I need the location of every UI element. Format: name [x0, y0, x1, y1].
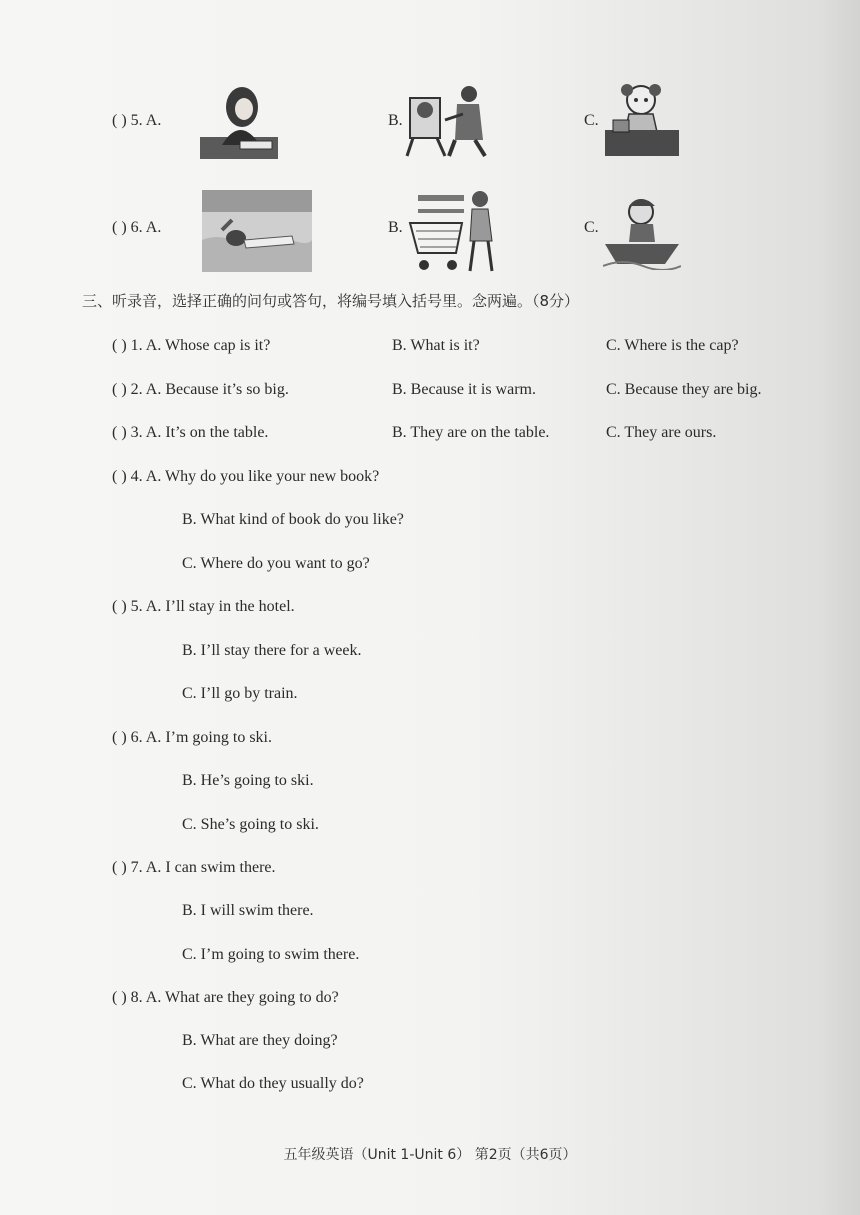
question-number: ( ) 5. A.	[112, 112, 162, 129]
option-b-label: B.	[388, 112, 403, 129]
painter-easel-icon	[405, 80, 490, 158]
question-8-option-b: B. What are they doing?	[182, 1032, 338, 1049]
question-1-option-b: B. What is it?	[392, 337, 480, 354]
question-2-option-c: C. Because they are big.	[606, 381, 762, 398]
page-footer: 五年级英语（Unit 1-Unit 6） 第2页（共6页）	[283, 1147, 577, 1163]
question-6-option-a: ( ) 6. A. I’m going to ski.	[112, 729, 272, 746]
question-8-option-a: ( ) 8. A. What are they going to do?	[112, 989, 339, 1006]
picture-question-6	[112, 219, 161, 237]
option-c-label: C.	[584, 219, 599, 236]
question-4-option-c: C. Where do you want to go?	[182, 555, 370, 572]
question-number: ( ) 6. A.	[112, 219, 162, 236]
question-3-option-b: B. They are on the table.	[392, 424, 550, 441]
question-5-option-a: ( ) 5. A. I’ll stay in the hotel.	[112, 598, 295, 615]
question-5-option-c: C. I’ll go by train.	[182, 685, 298, 702]
question-1-option-a: ( ) 1. A. Whose cap is it?	[112, 337, 271, 354]
shopping-cart-icon	[408, 187, 498, 275]
question-2-option-b: B. Because it is warm.	[392, 381, 536, 398]
section-three-title: 三、听录音，选择正确的问句或答句，将编号填入括号里。念两遍。（8分）	[82, 292, 580, 310]
option-c-label: C.	[584, 112, 599, 129]
option-b-label: B.	[388, 219, 403, 236]
question-6-option-c: C. She’s going to ski.	[182, 816, 319, 833]
girl-writing-icon	[200, 85, 278, 159]
question-2-option-a: ( ) 2. A. Because it’s so big.	[112, 381, 289, 398]
picture-question-5	[112, 112, 161, 130]
question-7-option-a: ( ) 7. A. I can swim there.	[112, 859, 276, 876]
girl-computer-icon	[603, 80, 681, 158]
swimmer-pool-icon	[202, 190, 312, 272]
question-1-option-c: C. Where is the cap?	[606, 337, 739, 354]
question-7-option-b: B. I will swim there.	[182, 902, 314, 919]
question-3-option-c: C. They are ours.	[606, 424, 717, 441]
boy-boat-icon	[603, 192, 681, 270]
question-3-option-a: ( ) 3. A. It’s on the table.	[112, 424, 269, 441]
question-6-option-b: B. He’s going to ski.	[182, 772, 314, 789]
question-4-option-a: ( ) 4. A. Why do you like your new book?	[112, 468, 380, 485]
question-8-option-c: C. What do they usually do?	[182, 1075, 364, 1092]
page-edge-shadow	[820, 0, 860, 1215]
question-7-option-c: C. I’m going to swim there.	[182, 946, 360, 963]
question-5-option-b: B. I’ll stay there for a week.	[182, 642, 362, 659]
question-4-option-b: B. What kind of book do you like?	[182, 511, 404, 528]
